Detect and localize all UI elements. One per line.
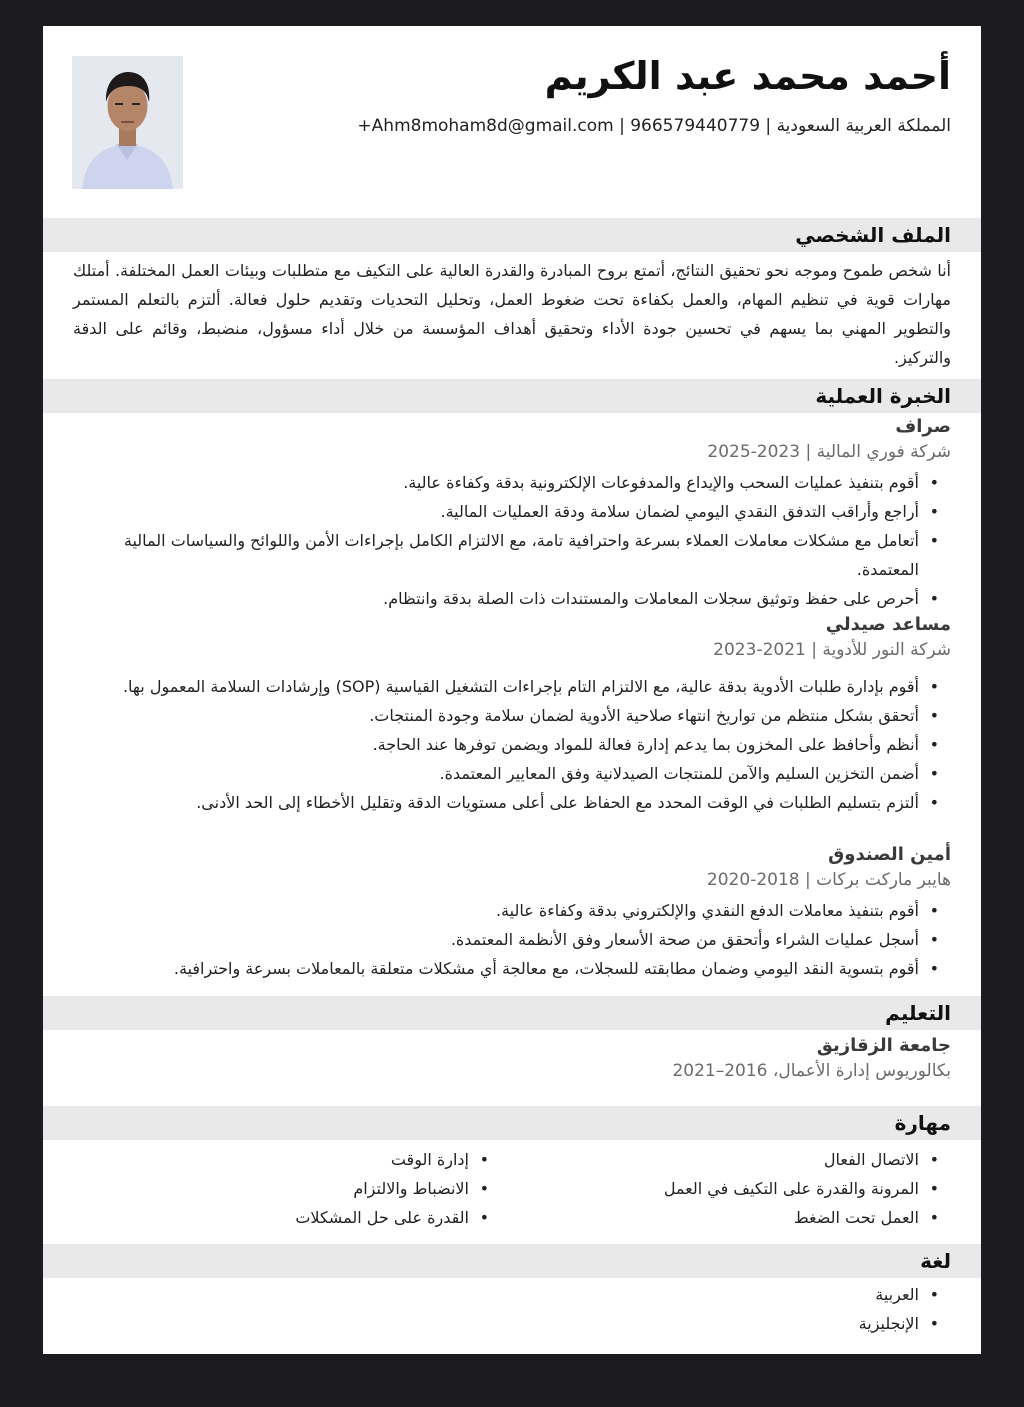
job-duties-list [73, 896, 951, 983]
job-duties-list [73, 468, 951, 613]
job-title: أمين الصندوق [828, 844, 951, 865]
section-title-languages: لغة [920, 1249, 951, 1273]
list-item: • أقوم بتنفيذ عمليات السحب والإيداع والمدفوعات الإلكترونية بدقة وكفاءة عالية. [73, 468, 951, 497]
list-item: • أحرص على حفظ وتوثيق سجلات المعاملات والمستندات ذات الصلة بدقة وانتظام. [73, 584, 951, 613]
contact-line: المملكة العربية السعودية | Ahm8moham8d@gmail.com | 966579440779+ [357, 116, 951, 136]
resume-page [43, 26, 981, 1354]
full-name: أحمد محمد عبد الكريم [544, 54, 951, 98]
section-header-skills [43, 1106, 981, 1140]
list-item: • ألتزم بتسليم الطلبات في الوقت المحدد مع الحفاظ على أعلى مستويات الدقة وتقليل الأخطاء إلى الحد الأدنى. [73, 788, 951, 817]
list-item: • العربية [73, 1280, 951, 1309]
skills-list-left [81, 1145, 501, 1232]
section-header-profile [43, 218, 981, 252]
job-company-dates: هايبر ماركت بركات | 2018-2020 [706, 870, 951, 890]
skills-list-right [531, 1145, 951, 1232]
resume-header [43, 26, 981, 206]
list-item: • أقوم بتنفيذ معاملات الدفع النقدي والإلكتروني بدقة وكفاءة عالية. [73, 896, 951, 925]
section-title-education: التعليم [885, 1001, 951, 1025]
degree-dates: بكالوريوس إدارة الأعمال، 2016–2021 [672, 1061, 951, 1081]
profile-summary: أنا شخص طموح وموجه نحو تحقيق النتائج، أتمتع بروح المبادرة والقدرة العالية على التكيف مع متطلبات وبيئات العمل المختلفة. أمتلك مهارات قوية في تنظيم المهام، والعمل بكفاءة تحت ضغوط العمل، وتحليل التحديات وتقديم حلول فعالة. ألتزم بالتعلم المستمر والتطوير المهني بما يسهم في تحسين جودة الأداء وتحقيق أهداف المؤسسة من خلال أداء مسؤول، منضبط، وقائم على الدقة والتركيز. [73, 261, 951, 367]
list-item: • أراجع وأراقب التدفق النقدي اليومي لضمان سلامة ودقة العمليات المالية. [73, 497, 951, 526]
section-header-education [43, 996, 981, 1030]
list-item: • المرونة والقدرة على التكيف في العمل [531, 1174, 951, 1203]
profile-photo [72, 56, 183, 189]
list-item: • أضمن التخزين السليم والآمن للمنتجات الصيدلانية وفق المعايير المعتمدة. [73, 759, 951, 788]
section-title-skills: مهارة [894, 1111, 951, 1135]
section-title-experience: الخبرة العملية [815, 384, 951, 408]
list-item: • أنظم وأحافظ على المخزون بما يدعم إدارة فعالة للمواد ويضمن توفرها عند الحاجة. [73, 730, 951, 759]
person-avatar-icon [72, 56, 183, 189]
list-item: • الانضباط والالتزام [81, 1174, 501, 1203]
job-title: صراف [895, 416, 951, 437]
job-company-dates: شركة فوري المالية | 2023-2025 [707, 442, 951, 462]
list-item: • أتعامل مع مشكلات معاملات العملاء بسرعة واحترافية تامة، مع الالتزام الكامل بإجراءات الأمن واللوائح والسياسات المالية المعتمدة. [73, 526, 951, 584]
job-title: مساعد صيدلي [825, 614, 951, 635]
section-title-profile: الملف الشخصي [795, 223, 951, 247]
school-name: جامعة الزقازيق [816, 1035, 951, 1056]
list-item: • العمل تحت الضغط [531, 1203, 951, 1232]
list-item: • أسجل عمليات الشراء وأتحقق من صحة الأسعار وفق الأنظمة المعتمدة. [73, 925, 951, 954]
section-header-experience [43, 379, 981, 413]
list-item: • الإنجليزية [73, 1309, 951, 1338]
list-item: • أتحقق بشكل منتظم من تواريخ انتهاء صلاحية الأدوية لضمان سلامة وجودة المنتجات. [73, 701, 951, 730]
list-item: • القدرة على حل المشكلات [81, 1203, 501, 1232]
job-company-dates: شركة النور للأدوية | 2021-2023 [713, 640, 951, 660]
list-item: • أقوم بتسوية النقد اليومي وضمان مطابقته للسجلات، مع معالجة أي مشكلات متعلقة بالمعاملات بسرعة واحترافية. [73, 954, 951, 983]
languages-list [73, 1280, 951, 1338]
list-item: • إدارة الوقت [81, 1145, 501, 1174]
list-item: • أقوم بإدارة طلبات الأدوية بدقة عالية، مع الالتزام التام بإجراءات التشغيل القياسية (SOP) وإرشادات السلامة المعمول بها. [73, 672, 951, 701]
section-header-languages [43, 1244, 981, 1278]
job-duties-list [73, 672, 951, 817]
list-item: • الاتصال الفعال [531, 1145, 951, 1174]
